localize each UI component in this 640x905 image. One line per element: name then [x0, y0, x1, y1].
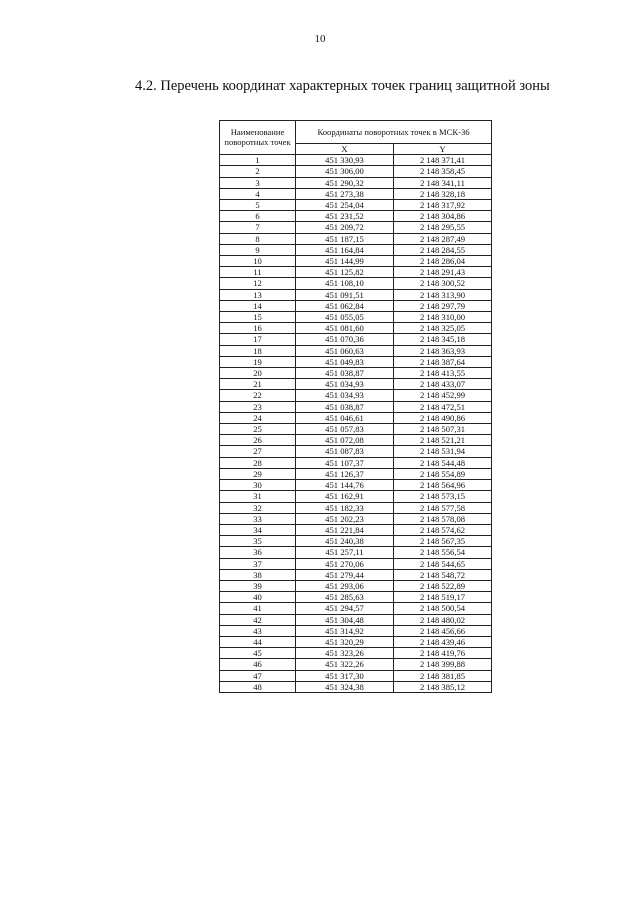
table-row [220, 524, 492, 535]
y-coordinate-cell: 2 148 578,08 [394, 513, 492, 524]
y-coordinate-cell: 2 148 291,43 [394, 267, 492, 278]
point-number-cell: 11 [220, 267, 296, 278]
x-coordinate-cell: 451 057,83 [296, 424, 394, 435]
table-row [220, 636, 492, 647]
x-coordinate-cell: 451 285,63 [296, 592, 394, 603]
point-number-cell: 22 [220, 390, 296, 401]
x-coordinate-cell: 451 330,93 [296, 155, 394, 166]
point-number-cell: 48 [220, 681, 296, 692]
y-coordinate-cell: 2 148 328,18 [394, 188, 492, 199]
y-coordinate-cell: 2 148 521,21 [394, 435, 492, 446]
table-row [220, 558, 492, 569]
point-number-cell: 2 [220, 166, 296, 177]
x-coordinate-cell: 451 294,57 [296, 603, 394, 614]
y-coordinate-cell: 2 148 564,96 [394, 480, 492, 491]
point-number-cell: 31 [220, 491, 296, 502]
table-row [220, 289, 492, 300]
point-number-cell: 38 [220, 569, 296, 580]
y-coordinate-cell: 2 148 548,72 [394, 569, 492, 580]
table-row [220, 368, 492, 379]
point-number-cell: 15 [220, 312, 296, 323]
point-number-cell: 26 [220, 435, 296, 446]
y-coordinate-cell: 2 148 297,79 [394, 300, 492, 311]
table-row [220, 379, 492, 390]
x-coordinate-cell: 451 254,04 [296, 200, 394, 211]
y-coordinate-cell: 2 148 480,02 [394, 614, 492, 625]
y-coordinate-cell: 2 148 341,11 [394, 177, 492, 188]
y-coordinate-cell: 2 148 310,00 [394, 312, 492, 323]
point-number-cell: 28 [220, 457, 296, 468]
table-row [220, 345, 492, 356]
page-number: 10 [314, 33, 326, 45]
table-row [220, 648, 492, 659]
y-coordinate-cell: 2 148 490,86 [394, 412, 492, 423]
point-number-cell: 47 [220, 670, 296, 681]
x-coordinate-cell: 451 323,26 [296, 648, 394, 659]
x-coordinate-cell: 451 049,83 [296, 356, 394, 367]
table-row [220, 401, 492, 412]
table-row [220, 659, 492, 670]
table-row [220, 547, 492, 558]
y-coordinate-cell: 2 148 345,18 [394, 334, 492, 345]
point-number-cell: 24 [220, 412, 296, 423]
point-number-cell: 40 [220, 592, 296, 603]
table-row [220, 681, 492, 692]
x-coordinate-cell: 451 046,61 [296, 412, 394, 423]
table-row [220, 580, 492, 591]
y-coordinate-cell: 2 148 452,99 [394, 390, 492, 401]
point-number-cell: 43 [220, 625, 296, 636]
table-row [220, 211, 492, 222]
table-row [220, 233, 492, 244]
y-coordinate-cell: 2 148 573,15 [394, 491, 492, 502]
y-coordinate-cell: 2 148 413,55 [394, 368, 492, 379]
table-row [220, 166, 492, 177]
table-row [220, 468, 492, 479]
x-coordinate-cell: 451 182,33 [296, 502, 394, 513]
table-row [220, 513, 492, 524]
point-number-cell: 33 [220, 513, 296, 524]
table-row [220, 177, 492, 188]
table-row [220, 323, 492, 334]
y-coordinate-cell: 2 148 381,85 [394, 670, 492, 681]
x-coordinate-cell: 451 034,93 [296, 379, 394, 390]
table-row [220, 312, 492, 323]
point-number-cell: 36 [220, 547, 296, 558]
point-number-cell: 42 [220, 614, 296, 625]
x-coordinate-cell: 451 070,36 [296, 334, 394, 345]
point-number-cell: 20 [220, 368, 296, 379]
y-coordinate-cell: 2 148 574,62 [394, 524, 492, 535]
point-number-cell: 1 [220, 155, 296, 166]
point-number-cell: 34 [220, 524, 296, 535]
table-row [220, 334, 492, 345]
point-number-cell: 45 [220, 648, 296, 659]
x-coordinate-cell: 451 290,32 [296, 177, 394, 188]
table-row [220, 244, 492, 255]
x-coordinate-cell: 451 187,15 [296, 233, 394, 244]
table-row [220, 200, 492, 211]
table-header [220, 121, 492, 155]
coordinates-table [219, 120, 492, 693]
point-number-cell: 39 [220, 580, 296, 591]
x-coordinate-cell: 451 144,99 [296, 256, 394, 267]
y-coordinate-cell: 2 148 519,17 [394, 592, 492, 603]
x-coordinate-cell: 451 062,84 [296, 300, 394, 311]
y-coordinate-cell: 2 148 456,66 [394, 625, 492, 636]
table-row [220, 435, 492, 446]
table-row [220, 446, 492, 457]
x-coordinate-cell: 451 126,37 [296, 468, 394, 479]
x-coordinate-cell: 451 091,51 [296, 289, 394, 300]
y-coordinate-cell: 2 148 313,90 [394, 289, 492, 300]
x-coordinate-cell: 451 038,87 [296, 401, 394, 412]
y-coordinate-cell: 2 148 531,94 [394, 446, 492, 457]
x-coordinate-cell: 451 162,91 [296, 491, 394, 502]
table-row [220, 278, 492, 289]
table-row [220, 155, 492, 166]
x-coordinate-cell: 451 034,93 [296, 390, 394, 401]
x-coordinate-cell: 451 240,38 [296, 536, 394, 547]
table-row [220, 614, 492, 625]
table-row [220, 670, 492, 681]
y-coordinate-cell: 2 148 554,89 [394, 468, 492, 479]
table-row [220, 256, 492, 267]
y-column-header: Y [394, 144, 492, 155]
x-coordinate-cell: 451 055,05 [296, 312, 394, 323]
x-coordinate-cell: 451 304,48 [296, 614, 394, 625]
y-coordinate-cell: 2 148 363,93 [394, 345, 492, 356]
y-coordinate-cell: 2 148 472,51 [394, 401, 492, 412]
table-row [220, 592, 492, 603]
x-coordinate-cell: 451 322,26 [296, 659, 394, 670]
table-row [220, 625, 492, 636]
table-row [220, 536, 492, 547]
y-coordinate-cell: 2 148 284,55 [394, 244, 492, 255]
point-number-cell: 14 [220, 300, 296, 311]
y-coordinate-cell: 2 148 387,64 [394, 356, 492, 367]
point-number-cell: 44 [220, 636, 296, 647]
y-coordinate-cell: 2 148 287,49 [394, 233, 492, 244]
y-coordinate-cell: 2 148 577,58 [394, 502, 492, 513]
point-number-cell: 18 [220, 345, 296, 356]
table-row [220, 424, 492, 435]
x-coordinate-cell: 451 107,37 [296, 457, 394, 468]
point-number-cell: 12 [220, 278, 296, 289]
point-number-cell: 4 [220, 188, 296, 199]
y-coordinate-cell: 2 148 556,54 [394, 547, 492, 558]
x-coordinate-cell: 451 279,44 [296, 569, 394, 580]
point-number-cell: 19 [220, 356, 296, 367]
point-number-cell: 10 [220, 256, 296, 267]
point-number-cell: 8 [220, 233, 296, 244]
point-number-cell: 9 [220, 244, 296, 255]
point-number-cell: 16 [220, 323, 296, 334]
y-coordinate-cell: 2 148 544,65 [394, 558, 492, 569]
point-number-cell: 6 [220, 211, 296, 222]
x-coordinate-cell: 451 209,72 [296, 222, 394, 233]
table-row [220, 267, 492, 278]
y-coordinate-cell: 2 148 507,31 [394, 424, 492, 435]
x-coordinate-cell: 451 144,76 [296, 480, 394, 491]
y-coordinate-cell: 2 148 399,88 [394, 659, 492, 670]
point-number-cell: 3 [220, 177, 296, 188]
point-number-cell: 37 [220, 558, 296, 569]
table-row [220, 222, 492, 233]
x-coordinate-cell: 451 306,00 [296, 166, 394, 177]
x-coordinate-cell: 451 314,92 [296, 625, 394, 636]
point-number-cell: 30 [220, 480, 296, 491]
section-heading: 4.2. Перечень координат характерных точек границ защитной зоны [135, 78, 550, 94]
y-coordinate-cell: 2 148 286,04 [394, 256, 492, 267]
point-number-cell: 5 [220, 200, 296, 211]
x-coordinate-cell: 451 060,63 [296, 345, 394, 356]
point-number-cell: 17 [220, 334, 296, 345]
y-coordinate-cell: 2 148 567,35 [394, 536, 492, 547]
point-number-cell: 25 [220, 424, 296, 435]
y-coordinate-cell: 2 148 419,76 [394, 648, 492, 659]
point-number-cell: 23 [220, 401, 296, 412]
table-row [220, 569, 492, 580]
point-number-cell: 27 [220, 446, 296, 457]
x-coordinate-cell: 451 072,08 [296, 435, 394, 446]
table-row [220, 300, 492, 311]
x-coordinate-cell: 451 317,30 [296, 670, 394, 681]
x-coordinate-cell: 451 202,23 [296, 513, 394, 524]
y-coordinate-cell: 2 148 358,45 [394, 166, 492, 177]
y-coordinate-cell: 2 148 325,05 [394, 323, 492, 334]
y-coordinate-cell: 2 148 544,48 [394, 457, 492, 468]
y-coordinate-cell: 2 148 385,12 [394, 681, 492, 692]
x-coordinate-cell: 451 270,06 [296, 558, 394, 569]
x-coordinate-cell: 451 324,38 [296, 681, 394, 692]
point-number-cell: 29 [220, 468, 296, 479]
table-row [220, 188, 492, 199]
x-coordinate-cell: 451 125,82 [296, 267, 394, 278]
point-number-cell: 13 [220, 289, 296, 300]
x-coordinate-cell: 451 257,11 [296, 547, 394, 558]
x-coordinate-cell: 451 273,38 [296, 188, 394, 199]
table-row [220, 603, 492, 614]
table-row [220, 457, 492, 468]
table-body [220, 155, 492, 693]
y-coordinate-cell: 2 148 317,92 [394, 200, 492, 211]
x-column-header: X [296, 144, 394, 155]
y-coordinate-cell: 2 148 500,54 [394, 603, 492, 614]
point-number-cell: 41 [220, 603, 296, 614]
table-row [220, 356, 492, 367]
point-number-cell: 7 [220, 222, 296, 233]
x-coordinate-cell: 451 231,52 [296, 211, 394, 222]
y-coordinate-cell: 2 148 300,52 [394, 278, 492, 289]
coordinates-group-header: Координаты поворотных точек в МСК-36 [296, 121, 492, 144]
table-row [220, 390, 492, 401]
x-coordinate-cell: 451 164,84 [296, 244, 394, 255]
x-coordinate-cell: 451 081,60 [296, 323, 394, 334]
table-row [220, 480, 492, 491]
point-number-cell: 35 [220, 536, 296, 547]
point-number-cell: 21 [220, 379, 296, 390]
y-coordinate-cell: 2 148 295,55 [394, 222, 492, 233]
y-coordinate-cell: 2 148 371,41 [394, 155, 492, 166]
y-coordinate-cell: 2 148 439,46 [394, 636, 492, 647]
point-name-header: Наименование поворотных точек [220, 121, 296, 155]
x-coordinate-cell: 451 108,10 [296, 278, 394, 289]
y-coordinate-cell: 2 148 522,89 [394, 580, 492, 591]
point-number-cell: 32 [220, 502, 296, 513]
table-row [220, 502, 492, 513]
x-coordinate-cell: 451 087,83 [296, 446, 394, 457]
x-coordinate-cell: 451 293,06 [296, 580, 394, 591]
y-coordinate-cell: 2 148 433,07 [394, 379, 492, 390]
x-coordinate-cell: 451 320,29 [296, 636, 394, 647]
y-coordinate-cell: 2 148 304,86 [394, 211, 492, 222]
x-coordinate-cell: 451 038,87 [296, 368, 394, 379]
x-coordinate-cell: 451 221,84 [296, 524, 394, 535]
point-number-cell: 46 [220, 659, 296, 670]
table-row [220, 491, 492, 502]
table-row [220, 412, 492, 423]
